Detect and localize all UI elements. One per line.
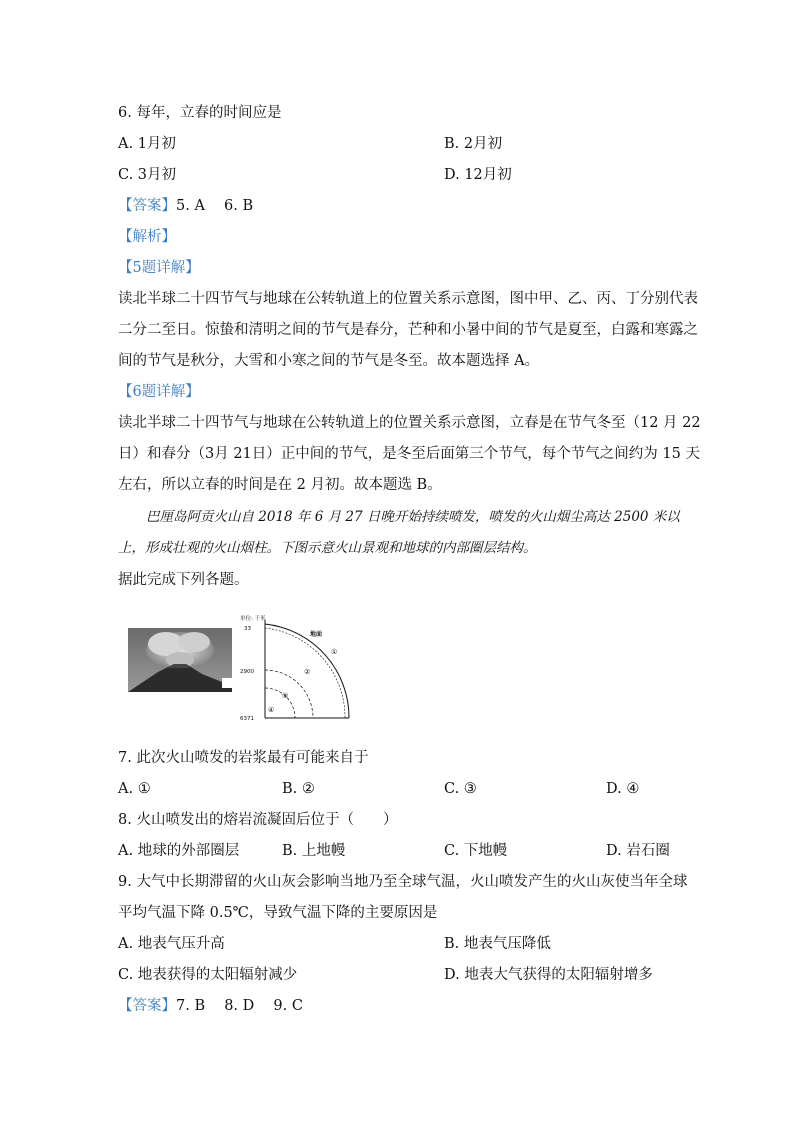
earth-layers-svg (238, 612, 356, 722)
layer-label-1: ① (331, 648, 338, 656)
surface-label: 地面 (310, 631, 323, 638)
answer-text: 5. A 6. B (176, 198, 254, 214)
layer-label-3: ③ (282, 692, 289, 700)
q6-detail-line: 左右，所以立春的时间是在 2 月初。故本题选 B。 (118, 477, 442, 493)
q8-option-c: C. 下地幔 (444, 843, 508, 859)
q8-option-d: D. 岩石圈 (606, 843, 670, 859)
q6-stem: 6. 每年，立春的时间应是 (118, 105, 282, 121)
q6-option-c: C. 3月初 (118, 167, 177, 183)
depth-tick-6371: 6371 (240, 716, 254, 722)
passage-line: 巴厘岛阿贡火山自 2018 年 6 月 27 日晚开始持续喷发，喷发的火山烟尘高达 2500 米以 (146, 509, 680, 525)
q5-detail-line: 二分二至日。惊蛰和清明之间的节气是春分，芒种和小暑中间的节气是夏至，白露和寒露之 (118, 322, 698, 338)
passage-line: 上，形成壮观的火山烟柱。下图示意火山景观和地球的内部圈层结构。 (118, 540, 537, 556)
q6-option-a: A. 1月初 (118, 136, 176, 152)
q9-stem-line: 平均气温下降 0.5℃，导致气温下降的主要原因是 (118, 905, 438, 921)
q7-option-b: B. ② (282, 781, 315, 797)
passage-instruction: 据此完成下列各题。 (118, 572, 249, 588)
q6-detail-line: 日）和春分（3月 21日）正中间的节气，是冬至后面第三个节气，每个节气之间约为 15 天 (118, 446, 700, 462)
q6-option-d: D. 12月初 (444, 167, 512, 183)
answer-tag: 【答案】 (118, 998, 176, 1014)
q9-option-c: C. 地表获得的太阳辐射减少 (118, 967, 298, 983)
q8-stem: 8. 火山喷发出的熔岩流凝固后位于（ ） (118, 812, 398, 828)
q5-detail-line: 读北半球二十四节气与地球在公转轨道上的位置关系示意图，图中甲、乙、丙、丁分别代表 (118, 291, 698, 307)
volcano-photo-drawing (128, 628, 232, 692)
answer-text: 7. B 8. D 9. C (176, 998, 303, 1014)
depth-tick-2900: 2900 (240, 669, 254, 675)
q5-detail-line: 间的节气是秋分，大雪和小寒之间的节气是冬至。故本题选择 A。 (118, 353, 540, 369)
q9-option-b: B. 地表气压降低 (444, 936, 551, 952)
q7-option-c: C. ③ (444, 781, 477, 797)
answer-tag: 【答案】 (118, 198, 176, 214)
q8-option-b: B. 上地幔 (282, 843, 346, 859)
q7-option-d: D. ④ (606, 781, 640, 797)
layer-label-2: ② (304, 668, 311, 676)
q7-stem: 7. 此次火山喷发的岩浆最有可能来自于 (118, 750, 369, 766)
axis-title: 单位: 千米 (240, 616, 266, 622)
q9-option-d: D. 地表大气获得的太阳辐射增多 (444, 967, 653, 983)
answer-line-1 (118, 196, 253, 216)
answer-line-2 (118, 996, 303, 1016)
q8-option-a: A. 地球的外部圈层 (118, 843, 240, 859)
volcano-photo (128, 628, 232, 692)
q6-detail-tag: 【6题详解】 (118, 384, 200, 400)
q6-option-b: B. 2月初 (444, 136, 503, 152)
q9-stem-line: 9. 大气中长期滞留的火山灰会影响当地乃至全球气温，火山喷发产生的火山灰使当年全球 (118, 874, 688, 890)
analysis-tag: 【解析】 (118, 229, 176, 245)
depth-tick-33: 33 (244, 626, 251, 632)
q6-detail-line: 读北半球二十四节气与地球在公转轨道上的位置关系示意图，立春是在节气冬至（12 月 22 (118, 415, 701, 431)
q7-option-a: A. ① (118, 781, 151, 797)
layer-label-4: ④ (268, 706, 275, 714)
q9-option-a: A. 地表气压升高 (118, 936, 225, 952)
earth-interior-diagram (238, 612, 356, 722)
q5-detail-tag: 【5题详解】 (118, 260, 200, 276)
